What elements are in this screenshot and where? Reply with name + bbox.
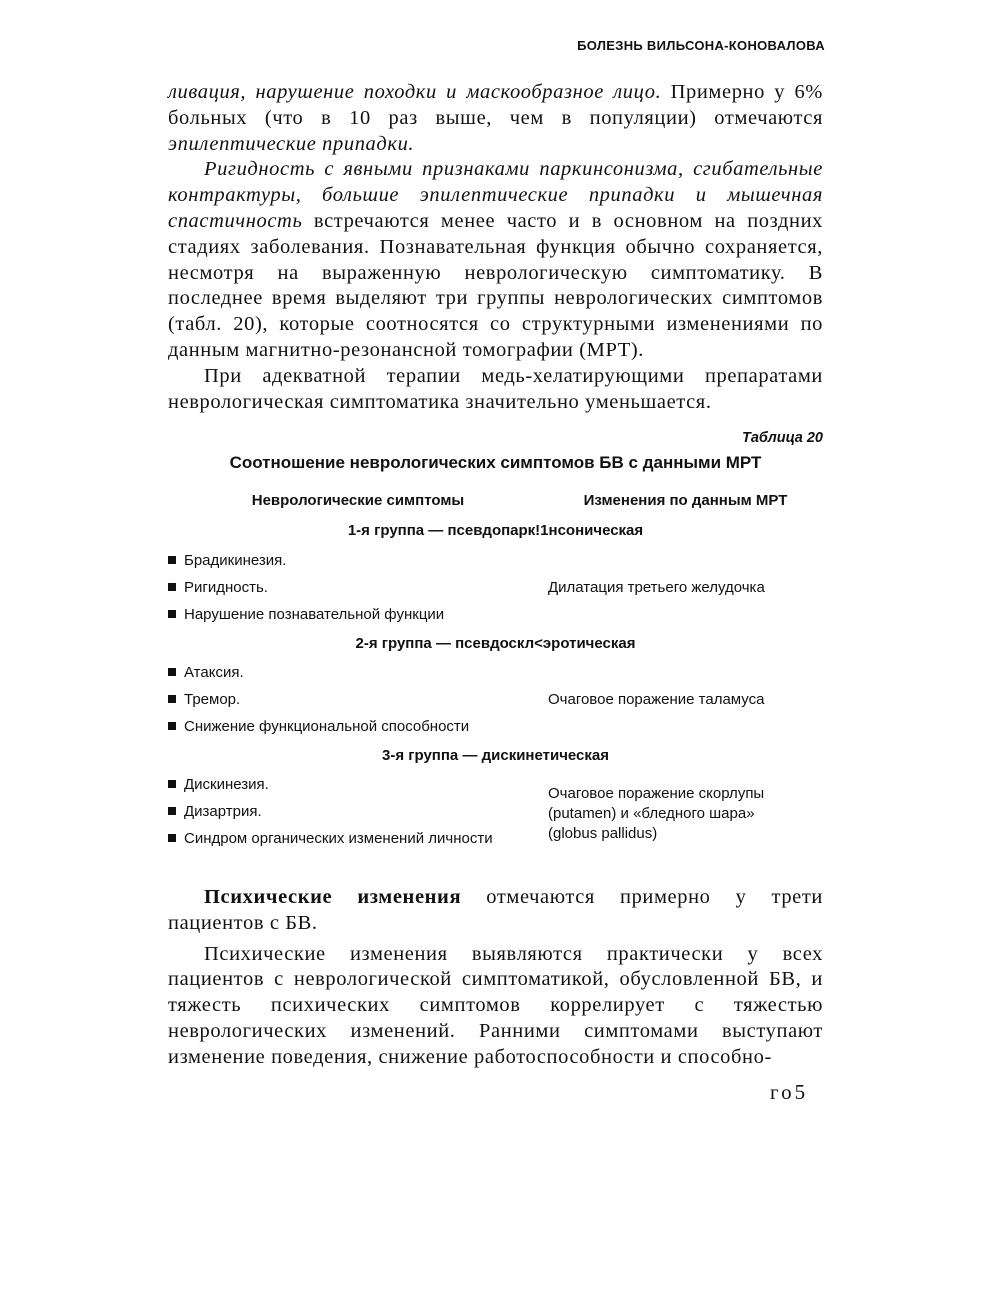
table-row	[168, 691, 823, 708]
symptom-text: Дискинезия.	[184, 776, 269, 793]
text-block-bottom	[168, 885, 823, 1071]
table-column-headers	[168, 492, 823, 509]
para1-text: Примерно у 6% больных (что в 10 раз выше, чем в популяции) отмечаются	[168, 81, 823, 129]
symptom-line	[168, 830, 548, 847]
bullet-square-icon	[168, 807, 176, 815]
symptom-text: Снижение функциональной способности	[184, 718, 470, 735]
column-header-symptoms: Неврологические симптомы	[251, 492, 465, 509]
mri-line: (putamen) и «бледного шара»	[548, 805, 755, 822]
symptom-text: Атаксия.	[184, 664, 244, 681]
symptom-line	[168, 776, 548, 793]
table-row	[168, 579, 823, 596]
table-label: Таблица 20	[742, 430, 823, 446]
table-row-group-3	[168, 776, 823, 847]
mri-cell: Дилатация третьего желудочка	[548, 579, 765, 596]
symptom-line	[168, 803, 548, 820]
bullet-square-icon	[168, 695, 176, 703]
bullet-square-icon	[168, 556, 176, 564]
bullet-square-icon	[168, 780, 176, 788]
paragraph-4	[168, 885, 823, 937]
table-row	[168, 718, 823, 735]
symptom-text: Брадикинезия.	[184, 552, 287, 569]
symptom-text: Ригидность.	[184, 579, 268, 596]
mri-cell	[548, 552, 823, 569]
group-2-title: 2-я группа — псевдоскл<эротическая	[355, 635, 636, 652]
running-head: БОЛЕЗНЬ ВИЛЬСОНА-КОНОВАЛОВА	[577, 38, 825, 53]
mri-cell	[548, 776, 823, 847]
para2-italic-start: Ригидность с явными признаками паркинсонизма, сгибательные контрактуры, большие эпилептические припадки и мышечная спастичность	[168, 158, 823, 232]
symptom-cell	[168, 718, 548, 735]
bullet-square-icon	[168, 610, 176, 618]
symptom-cell	[168, 664, 548, 681]
group-1-title: 1-я группа — псевдопарк!1нсоническая	[347, 522, 644, 539]
text-block-top	[168, 80, 823, 415]
paragraph-2	[168, 157, 823, 363]
para1-italic-start: ливация, нарушение походки и маскообразное лицо.	[168, 81, 662, 103]
mri-line: (globus pallidus)	[548, 825, 658, 842]
mri-cell	[548, 664, 823, 681]
bullet-square-icon	[168, 722, 176, 730]
para4-bold-start: Психические изменения	[204, 886, 462, 908]
table-title: Соотношение неврологических симптомов БВ с данными МРТ	[229, 453, 762, 472]
para2-text: встречаются менее часто и в основном на поздних стадиях заболевания. Познавательная функция обычно сохраняется, несмотря на выраженную неврологическую симптоматику. В последнее время выделяют три группы неврологических симптомов (табл. 20), которые соотносятся со структурными изменениями по данным магнитно-резонансной томографии (МРТ).	[168, 209, 823, 361]
paragraph-3: При адекватной терапии медь-хелатирующими препаратами неврологическая симптоматика значительно уменьшается.	[168, 364, 823, 413]
symptom-cell	[168, 552, 548, 569]
symptom-cell	[168, 579, 548, 596]
para1-italic-end: эпилептические припадки.	[168, 132, 415, 155]
table-row	[168, 606, 823, 623]
symptom-text: Тремор.	[184, 691, 241, 708]
symptom-cell	[168, 606, 548, 623]
table-row	[168, 552, 823, 569]
table-row	[168, 664, 823, 681]
bullet-square-icon	[168, 834, 176, 842]
symptom-text: Синдром органических изменений личности	[184, 830, 493, 847]
symptom-cell	[168, 691, 548, 708]
paragraph-5: Психические изменения выявляются практически у всех пациентов с неврологической симптоматикой, обусловленной БВ, и тяжесть психических симптомов коррелирует с тяжестью неврологических изменений. Ранними симптомами выступают изменение поведения, снижение работоспособности и способно-	[168, 942, 823, 1068]
column-header-mri: Изменения по данным МРТ	[583, 492, 788, 509]
mri-cell	[548, 718, 823, 735]
paragraph-1	[168, 80, 823, 157]
bullet-square-icon	[168, 583, 176, 591]
symptom-cell	[168, 776, 548, 847]
mri-cell	[548, 606, 823, 623]
page-number: го5	[770, 1080, 809, 1104]
table-20	[168, 430, 823, 847]
symptom-text: Нарушение познавательной функции	[184, 606, 445, 623]
group-3-title: 3-я группа — дискинетическая	[382, 747, 609, 764]
mri-cell: Очаговое поражение таламуса	[548, 691, 765, 708]
para4-text: отмечаются примерно у трети пациентов с БВ.	[168, 886, 823, 934]
bullet-square-icon	[168, 668, 176, 676]
mri-line: Очаговое поражение скорлупы	[548, 785, 765, 802]
symptom-text: Дизартрия.	[184, 803, 262, 820]
